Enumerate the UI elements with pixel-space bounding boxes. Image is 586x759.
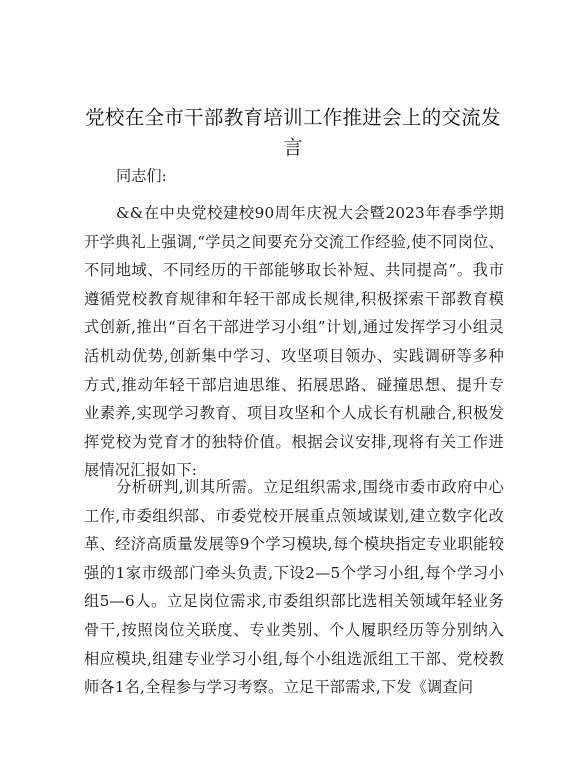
body-paragraph-1: &&在中央党校建校90周年庆祝大会暨2023年春季学期开学典礼上强调,“学员之间要充分交流工作经验,使不同岗位、不同地域、不同经历的干部能够取长补短、共同提高”。我市遵循党校教育规律和年轻干部成长规律,积极探索干部教育模式创新,推出“百名干部进学习小组”计划,通过发挥学习小组灵活机动优势,创新集中学习、攻坚项目领办、实践调研等多种方式,推动年轻干部启迪思维、拓展思路、碰撞思想、提升专业素养,实现学习教育、项目攻坚和个人成长有机融合,积极发挥党校为党育才的独特价值。根据会议安排,现将有关工作进展情况汇报如下: <box>84 204 504 480</box>
document-title: 党校在全市干部教育培训工作推进会上的交流发言 <box>85 106 501 159</box>
salutation: 同志们: <box>116 167 167 185</box>
body-paragraph-2: 分析研判,训其所需。立足组织需求,围绕市委市政府中心工作,市委组织部、市委党校开展重点领域谋划,建立数字化改革、经济高质量发展等9个学习模块,每个模块指定专业职能较强的1家市级部门牵头负责,下设2—5个学习小组,每个学习小组5—6人。立足岗位需求,市委组织部比选相关领域年轻业务骨干,按照岗位关联度、专业类别、个人履职经历等分别纳入相应模块,组建专业学习小组,每个小组选派组工干部、党校教师各1名,全程参与学习考察。立足干部需求,下发《调查问 <box>84 478 504 697</box>
